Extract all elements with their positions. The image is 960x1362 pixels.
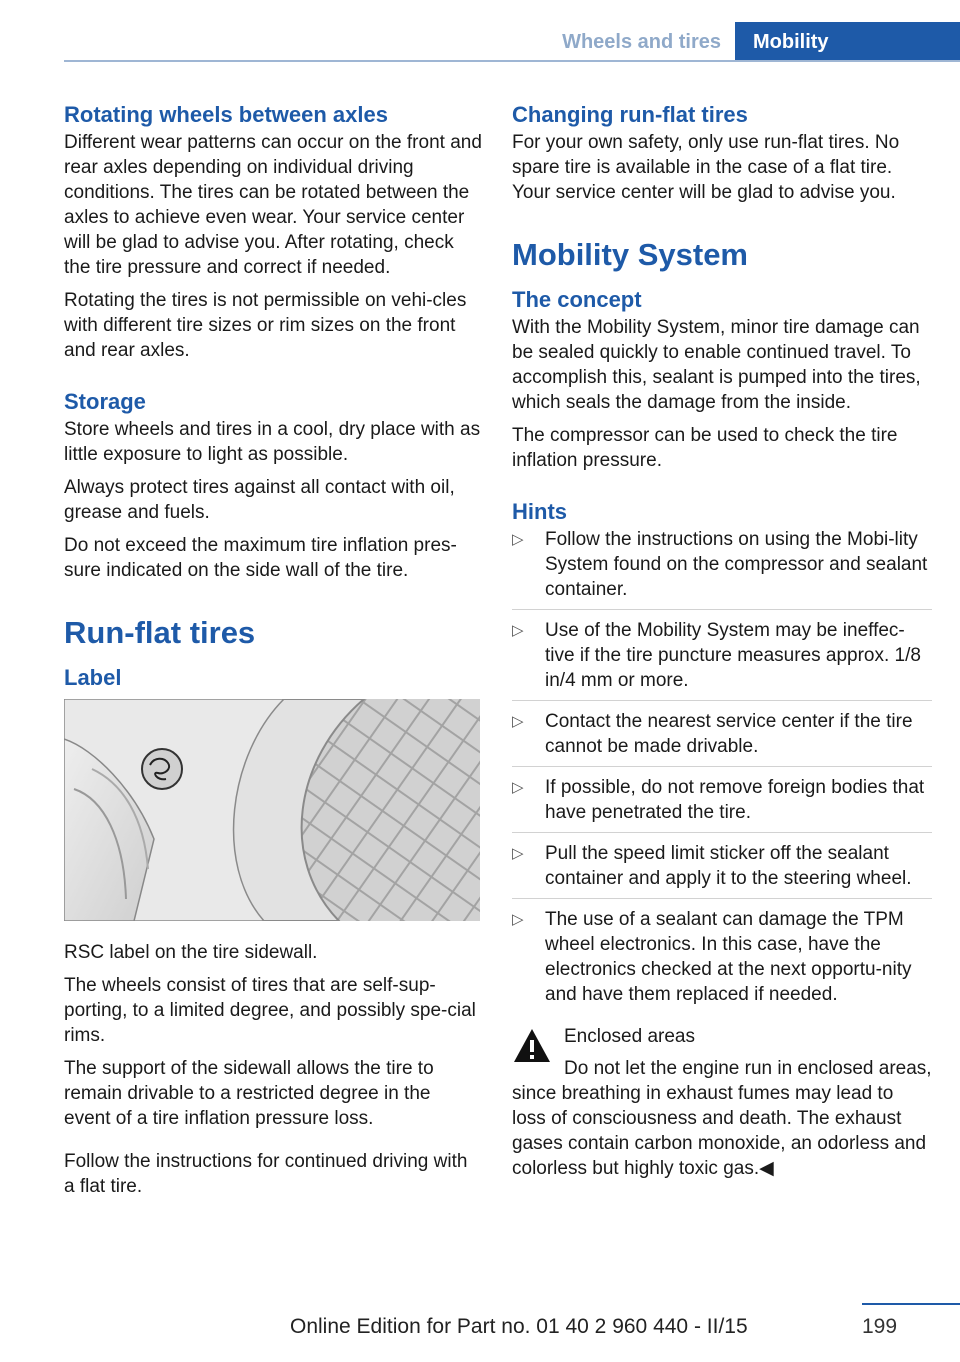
hints-heading: Hints bbox=[512, 499, 567, 524]
list-item-text: Follow the instructions on using the Mobi‐lity System found on the compressor and sealant container. bbox=[545, 529, 928, 600]
runflat-paragraph-1: The wheels consist of tires that are self-sup‐porting, to a limited degree, and possibly spe‐cial rims. bbox=[64, 975, 476, 1046]
list-item bbox=[512, 907, 932, 1014]
storage-heading: Storage bbox=[64, 389, 146, 414]
edition-note: Online Edition for Part no. 01 40 2 960 440 - II/15 bbox=[290, 1315, 748, 1338]
runflat-paragraph-2: The support of the sidewall allows the tire to remain drivable to a restricted degree in the event of a tire inflation pressure loss. bbox=[64, 1058, 434, 1129]
hints-list bbox=[512, 527, 932, 1014]
header-section-label: Wheels and tires bbox=[562, 31, 721, 53]
warning-title: Enclosed areas bbox=[564, 1026, 695, 1047]
rsc-tire-illustration bbox=[64, 699, 480, 921]
list-item-text: Use of the Mobility System may be ineffec‐tive if the tire puncture measures approx. 1/8 in/4 mm or more. bbox=[545, 620, 921, 691]
changing-paragraph-1: For your own safety, only use run-flat tires. No spare tire is available in the case of a flat tire. Your service center will be glad to advise you. bbox=[512, 132, 900, 203]
warning-box bbox=[512, 1024, 932, 1181]
triangle-bullet-icon: ▷ bbox=[512, 622, 524, 639]
concept-paragraph-1: With the Mobility System, minor tire damage can be sealed quickly to enable continued travel. To accomplish this, sealant is pumped into the tires, which seals the damage from the inside. bbox=[512, 317, 921, 413]
list-item bbox=[512, 841, 932, 899]
list-item bbox=[512, 618, 932, 701]
runflat-paragraph-3: Follow the instructions for continued driving with a flat tire. bbox=[64, 1151, 468, 1197]
list-item-text: Contact the nearest service center if the tire cannot be made drivable. bbox=[545, 711, 913, 757]
triangle-bullet-icon: ▷ bbox=[512, 911, 524, 928]
rotating-paragraph-1: Different wear patterns can occur on the front and rear axles depending on individual driving conditions. The tires can be rotated between the axles to achieve even wear. Your service center will be glad to advise you. After rotating, check the tire pressure and correct if needed. bbox=[64, 132, 482, 278]
list-item bbox=[512, 775, 932, 833]
right-column bbox=[512, 100, 932, 1181]
changing-heading: Changing run-flat tires bbox=[512, 102, 748, 127]
warning-triangle-icon bbox=[512, 1026, 552, 1066]
header-chapter-tab: Mobility bbox=[735, 22, 960, 62]
page-number: 199 bbox=[862, 1315, 898, 1338]
header-rule bbox=[64, 60, 960, 62]
concept-heading: The concept bbox=[512, 287, 642, 312]
list-item-text: Pull the speed limit sticker off the sealant container and apply it to the steering wheel. bbox=[545, 843, 912, 889]
list-item bbox=[512, 709, 932, 767]
warning-text: Do not let the engine run in enclosed areas, since breathing in exhaust fumes may lead to loss of consciousness and death. The exhaust gases contain carbon monoxide, an odorless and colorless but highly toxic gas.◀ bbox=[512, 1058, 932, 1179]
concept-paragraph-2: The compressor can be used to check the tire inflation pressure. bbox=[512, 425, 898, 471]
runflat-title: Run-flat tires bbox=[64, 615, 256, 650]
triangle-bullet-icon: ▷ bbox=[512, 531, 524, 548]
left-column bbox=[64, 100, 482, 1207]
storage-paragraph-2: Always protect tires against all contact with oil, grease and fuels. bbox=[64, 477, 455, 523]
rotating-paragraph-2: Rotating the tires is not permissible on vehi‐cles with different tire sizes or rim sizes on the front and rear axles. bbox=[64, 290, 467, 361]
list-item-text: If possible, do not remove foreign bodies that have penetrated the tire. bbox=[545, 777, 925, 823]
figure-caption: RSC label on the tire sidewall. bbox=[64, 942, 318, 963]
rotating-heading: Rotating wheels between axles bbox=[64, 102, 388, 127]
mobility-title: Mobility System bbox=[512, 237, 748, 272]
triangle-bullet-icon: ▷ bbox=[512, 779, 524, 796]
footer-rule bbox=[862, 1303, 960, 1305]
storage-paragraph-3: Do not exceed the maximum tire inflation pres‐sure indicated on the side wall of the tire. bbox=[64, 535, 457, 581]
list-item bbox=[512, 527, 932, 610]
label-heading: Label bbox=[64, 665, 122, 690]
triangle-bullet-icon: ▷ bbox=[512, 845, 524, 862]
storage-paragraph-1: Store wheels and tires in a cool, dry place with as little exposure to light as possible. bbox=[64, 419, 481, 465]
list-item-text: The use of a sealant can damage the TPM wheel electronics. In this case, have the electronics checked at the next opportu‐nity and have them replaced if needed. bbox=[545, 909, 912, 1005]
triangle-bullet-icon: ▷ bbox=[512, 713, 524, 730]
